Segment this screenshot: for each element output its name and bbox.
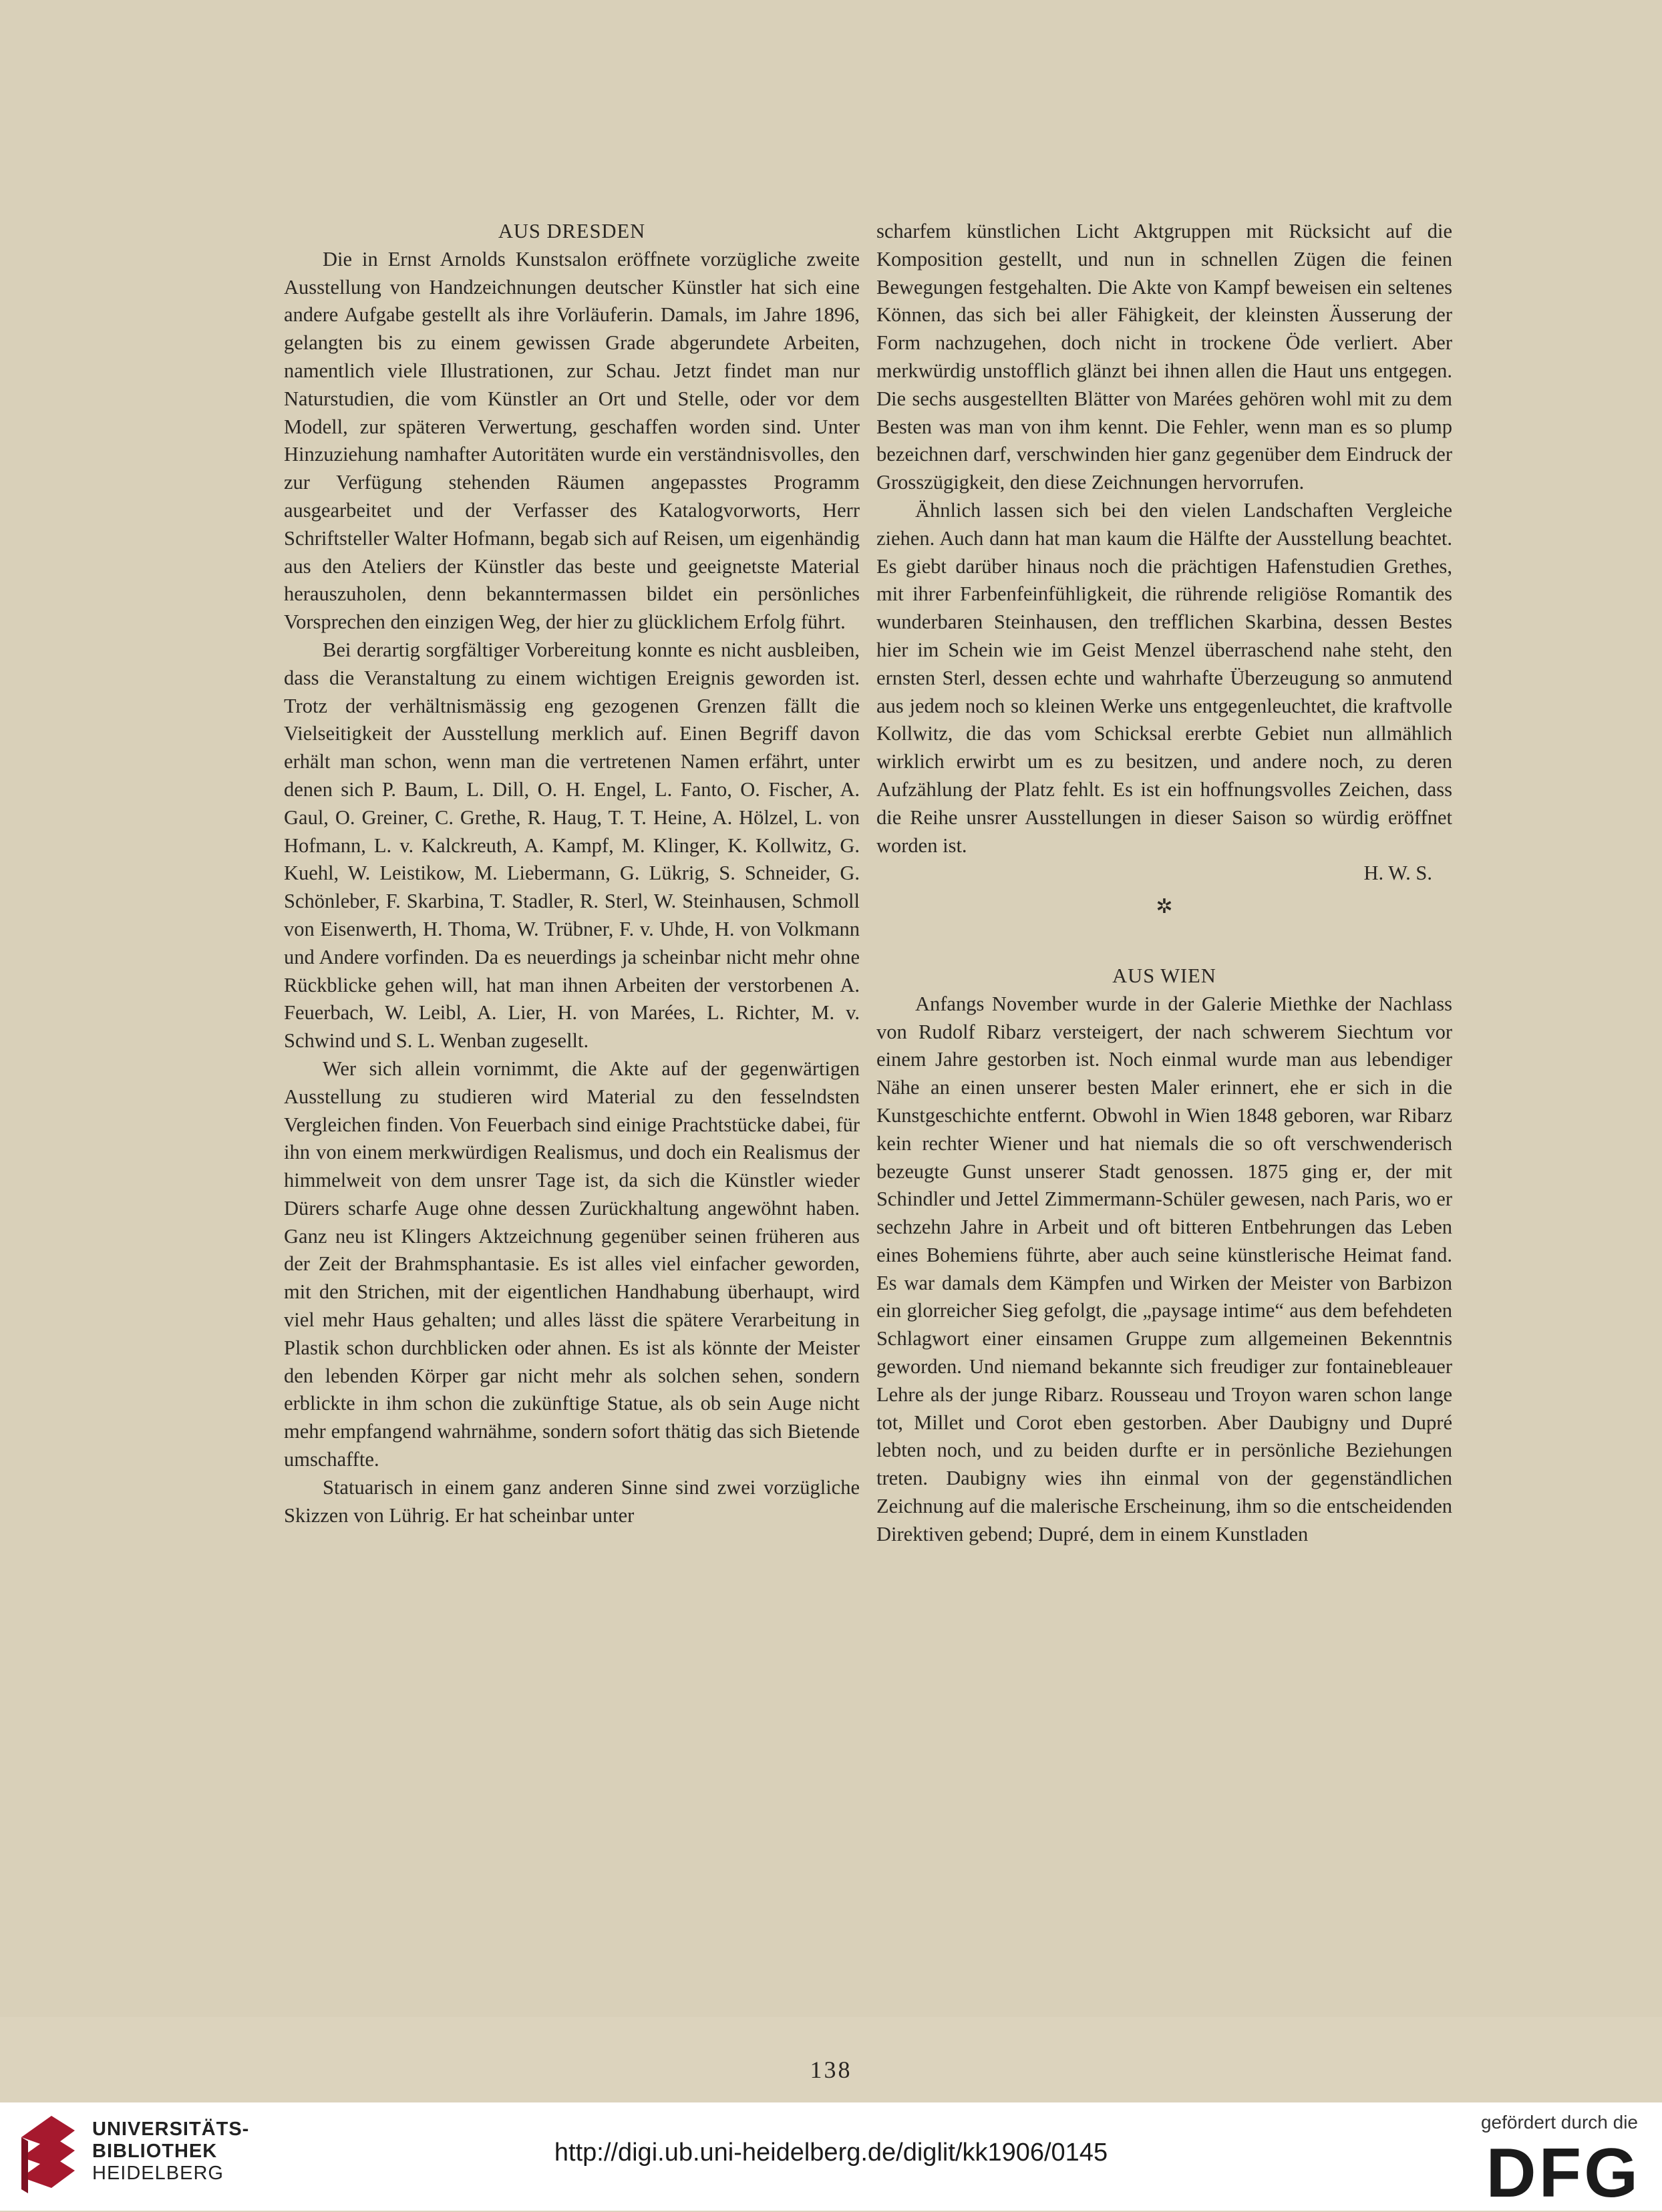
source-url-link[interactable]: http://digi.ub.uni-heidelberg.de/diglit/kk1906/0145: [554, 2139, 1108, 2167]
left-column: [284, 218, 860, 1529]
section-heading-dresden: AUS DRESDEN: [498, 220, 646, 242]
footer-bar: [0, 2102, 1662, 2211]
paragraph: Anfangs November wurde in der Galerie Miethke der Nachlass von Rudolf Ribarz versteigert, der nach schwerem Siechtum vor einem Jahre gestorben ist. Noch einmal wurde man aus lebendiger Nähe an einen unserer besten Maler erinnert, ehe er sich in die Kunstgeschichte entfernt. Obwohl in Wien 1848 geboren, war Ribarz kein rechter Wiener und hat niemals die so oft verschwenderisch bezeugte Gunst unserer Stadt genossen. 1875 ging er, der mit Schindler und Jettel Zimmermann-Schüler gewesen, nach Paris, wo er sechzehn Jahre in Arbeit und oft bitteren Entbehrungen das Leben eines Bohemiens führte, aber auch seine künstlerische Heimat fand. Es war damals dem Kämpfen und Wirken der Meister von Barbizon ein glorreicher Sieg gefolgt, die „paysage intime“ aus dem befehdeten Schlagwort einer einsamen Gruppe zum allgemeinen Bekenntnis geworden. Und niemand bekannte sich freudiger zur fontainebleauer Lehre als der junge Ribarz. Rousseau und Troyon waren schon lange tot, Millet und Corot eben gestorben. Aber Daubigny und Dupré lebten noch, und zu beiden durfte er in persönliche Beziehungen treten. Daubigny wies ihn einmal von der gegenständlichen Zeichnung auf die malerische Erscheinung, ihm so die entscheidenden Direktiven gebend; Dupré, dem in einem Kunstladen: [876, 992, 1452, 1545]
page-number: 138: [810, 2056, 852, 2083]
paragraph: Statuarisch in einem ganz anderen Sinne sind zwei vorzügliche Skizzen von Lührig. Er hat scheinbar unter: [284, 1475, 860, 1527]
ornament-icon: ✲: [1156, 896, 1173, 918]
right-column: [876, 218, 1452, 1549]
paragraph: Die in Ernst Arnolds Kunstsalon eröffnete vorzügliche zweite Ausstellung von Handzeichnungen deutscher Künstler hat sich eine andere Aufgabe gestellt als ihre Vorläuferin. Damals, im Jahre 1896, gelangten bis zu einem gewissen Grade abgerundete Arbeiten, namentlich viele Illustrationen, zur Schau. Jetzt findet man nur Naturstudien, die vom Künstler an Ort und Stelle, oder vor dem Modell, zur späteren Verwertung, geschaffen worden sind. Unter Hinzuziehung namhafter Autoritäten wurde ein verständnisvolles, den zur Verfügung stehenden Räumen angepasstes Programm ausgearbeitet und der Verfasser des Katalogvorworts, Herr Schriftsteller Walter Hofmann, begab sich auf Reisen, um eigenhändig aus den Ateliers der Künstler das beste und geeignetste Material herauszuholen, denn bekanntermassen bildet ein persönliches Vorsprechen den einzigen Weg, der hier zu glücklichem Erfolg führt.: [284, 247, 860, 634]
funding-label: gefördert durch die: [1480, 2112, 1638, 2133]
dfg-logo: DFG: [1486, 2135, 1641, 2212]
library-name: UNIVERSITÄTS- BIBLIOTHEK HEIDELBERG: [92, 2118, 250, 2184]
section-heading-wien: AUS WIEN: [1112, 964, 1216, 987]
paragraph: Bei derartig sorgfältiger Vorbereitung konnte es nicht ausbleiben, dass die Veranstaltung zu einem wichtigen Ereignis geworden ist. Trotz der verhältnismässig eng gezogenen Grenzen fällt die Vielseitigkeit der Ausstellung merklich auf. Einen Begriff davon erhält man schon, wenn man die vertretenen Namen erfährt, unter denen sich P. Baum, L. Dill, O. H. Engel, L. Fanto, O. Fischer, A. Gaul, O. Greiner, C. Grethe, R. Haug, T. T. Heine, A. Hölzel, L. von Hofmann, L. v. Kalckreuth, A. Kampf, M. Klinger, K. Kollwitz, G. Kuehl, W. Leistikow, M. Liebermann, G. Lükrig, S. Schneider, G. Schönleber, F. Skarbina, T. Stadler, R. Sterl, W. Steinhausen, Schmoll von Eisenwerth, H. Thoma, W. Trübner, F. v. Uhde, H. von Volkmann und Andere vorfinden. Da es neuerdings ja scheinbar nicht mehr ohne Rückblicke gehen will, hat man ihnen Arbeiten der verstorbenen A. Feuerbach, W. Leibl, A. Lier, H. von Marées, L. Richter, M. v. Schwind und S. L. Wenban zugesellt.: [284, 638, 860, 1053]
paragraph: Ähnlich lassen sich bei den vielen Landschaften Vergleiche ziehen. Auch dann hat man kaum die Hälfte der Ausstellung beachtet. Es giebt darüber hinaus noch die prächtigen Hafenstudien Grethes, mit ihrer Farbenfeinfühligkeit, die rührende religiöse Romantik des wunderbaren Steinhausen, den trefflichen Skarbina, dessen Bestes hier im Schein wie im Geist Menzel überraschend nahe steht, den ernsten Sterl, dessen echte und wahrhafte Überzeugung so anmutend aus jedem noch so kleinen Werke uns entgegenleuchtet, die kraftvolle Kollwitz, die das vom Schicksal ererbte Gebiet nun allmählich wirklich erwirbt um es zu besitzen, und andere noch, zu deren Aufzählung der Platz fehlt. Es ist ein hoffnungsvolles Zeichen, dass die Reihe unsrer Ausstellungen in dieser Saison so würdig eröffnet worden ist.: [876, 498, 1452, 857]
author-signature: H. W. S.: [1363, 862, 1432, 885]
paragraph: Wer sich allein vornimmt, die Akte auf der gegenwärtigen Ausstellung zu studieren wird Material zu den fesselndsten Vergleichen finden. Von Feuerbach sind einige Prachtstücke dabei, für ihn von einem merkwürdigen Realismus, und doch ein Realismus der himmelweit von dem unsrer Tage ist, da sich die Künstler wieder Dürers scharfe Auge ohne dessen Zurückhaltung angewöhnt haben. Ganz neu ist Klingers Aktzeichnung gegenüber seinen früheren aus der Zeit der Brahmsphantasie. Es ist alles viel einfacher geworden, mit den Strichen, mit der eigentlichen Handhabung überhaupt, wird viel mehr Haus gehalten; und alles lässt die spätere Verarbeitung in Plastik schon durchblicken oder ahnen. Es ist als könnte der Meister den lebenden Körper gar nicht mehr als solchen sehen, sondern erblickte in ihm schon die zukünftige Statue, als ob sein Auge nicht mehr empfangend wahrnähme, sondern sofort thätig das sich Bietende umschaffte.: [284, 1057, 860, 1471]
paragraph: scharfem künstlichen Licht Aktgruppen mit Rücksicht auf die Komposition gestellt, und nun in schnellen Zügen die feinen Bewegungen festgehalten. Die Akte von Kampf beweisen ein seltenes Können, das sich bei aller Fähigkeit, der kleinsten Äusserung der Form nachzugehen, doch nicht in trockene Öde verliert. Aber merkwürdig unstofflich glänzt bei ihnen allen die Haut uns entgegen. Die sechs ausgestellten Blätter von Marées gehören wohl mit zu dem Besten was man von ihm kennt. Die Fehler, wenn man es so plump bezeichnen darf, verschwinden hier ganz gegenüber dem Eindruck der Grosszügigkeit, den diese Zeichnungen hervorrufen.: [876, 220, 1452, 494]
